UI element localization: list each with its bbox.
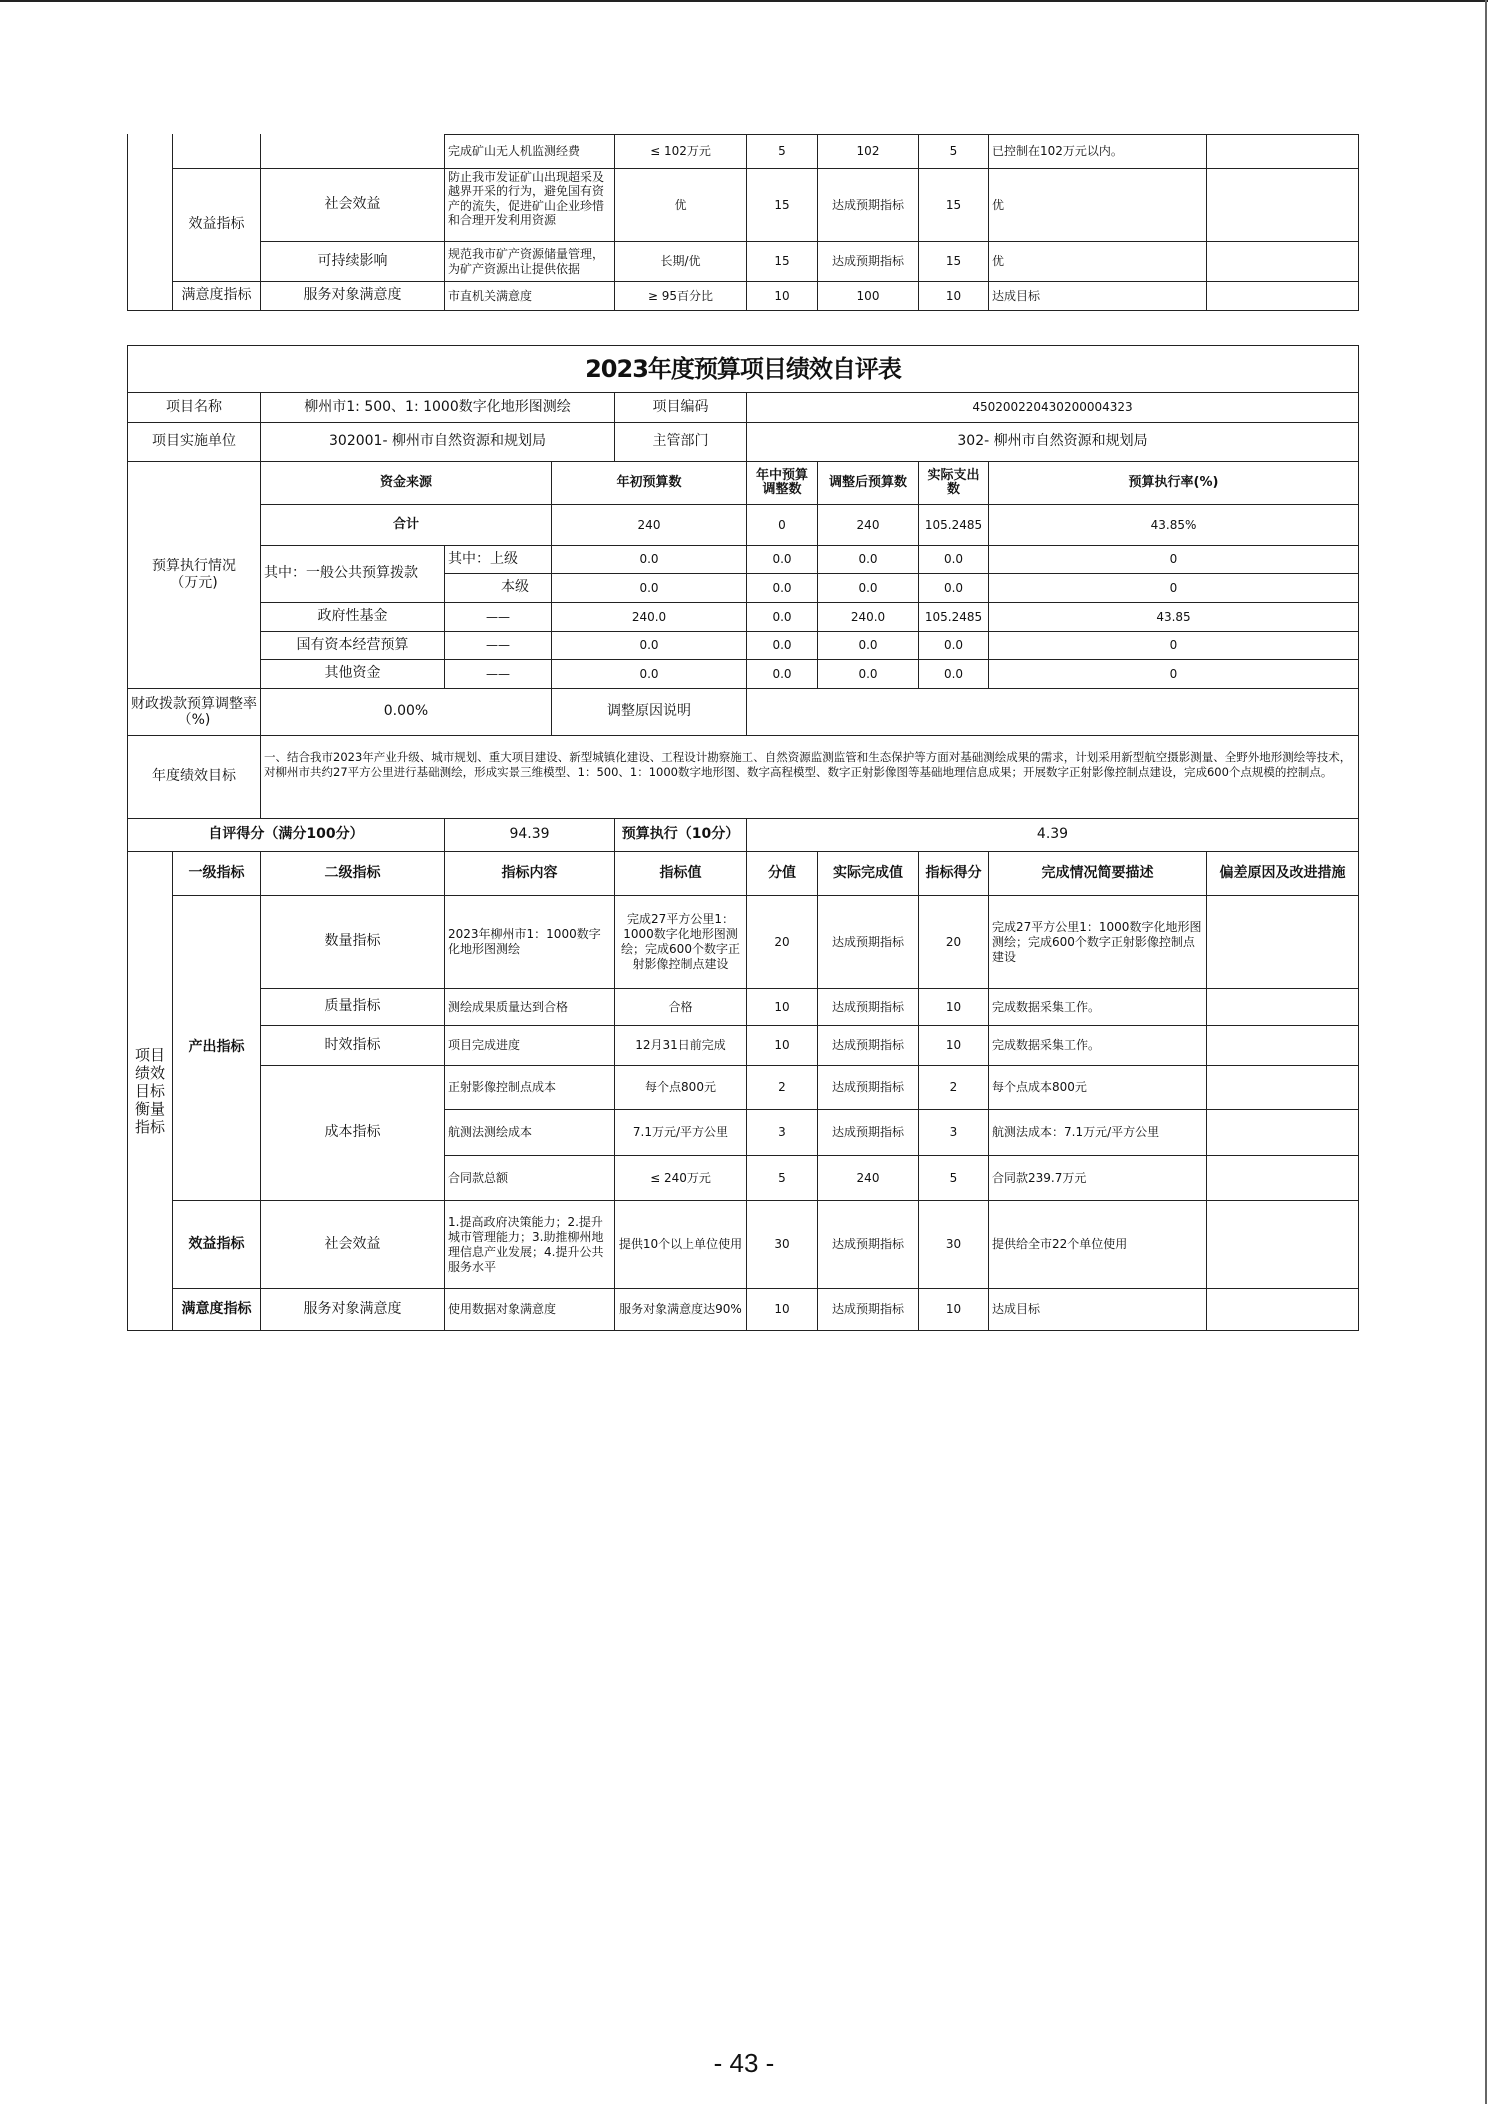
ind-content: 合同款总额 <box>444 1155 615 1201</box>
ind-desc: 完成数据采集工作。 <box>988 988 1207 1026</box>
ind-score: 30 <box>746 1200 818 1289</box>
budget-other-dash: —— <box>444 602 552 632</box>
budget-other-dash: —— <box>444 631 552 660</box>
ind-got: 5 <box>918 1155 989 1201</box>
ind-actual: 达成预期指标 <box>817 1025 919 1066</box>
impl-unit: 302001- 柳州市自然资源和规划局 <box>260 422 615 462</box>
ind-got: 3 <box>918 1109 989 1156</box>
budget-other-mid-adjust: 0.0 <box>746 631 818 660</box>
budget-exec-score: 4.39 <box>746 818 1359 852</box>
budget-row-label: 其中：上级 <box>444 545 552 574</box>
upper-l2-service: 服务对象满意度 <box>260 281 445 311</box>
form-title: 2023年度预算项目绩效自评表 <box>127 345 1359 393</box>
budget-other-rate: 0 <box>988 659 1359 689</box>
ind-target: ≤ 240万元 <box>614 1155 747 1201</box>
ind-header-l1: 一级指标 <box>172 851 261 896</box>
upper-l2-cell <box>260 134 445 169</box>
adjust-reason <box>746 688 1359 736</box>
annual-goal: 一、结合我市2023年产业升级、城市规划、重大项目建设、新型城镇化建设、工程设计勘察施工、自然资源监测监管和生态保护等方面对基础测绘成果的需求，计划采用新型航空摄影测量、全野外地形测绘等技术，对柳州市共约27平方公里进行基础测绘，形成实景三维模型、1：500、1：1000数字地形图、数字高程模型、数字正射影像图等基础地理信息成果；开展数字正射影像控制点建设，完成600个点规模的控制点。 <box>260 735 1359 819</box>
ind-reason <box>1206 988 1359 1026</box>
ind-desc: 完成数据采集工作。 <box>988 1025 1207 1066</box>
ind-quantity-label: 数量指标 <box>260 895 445 989</box>
adjust-rate-label: 财政拨款预算调整率（%) <box>127 688 261 736</box>
ind-content: 测绘成果质量达到合格 <box>444 988 615 1026</box>
budget-other-initial: 240.0 <box>551 602 747 632</box>
ind-target: 合格 <box>614 988 747 1026</box>
page-number: - 43 - <box>713 2048 775 2078</box>
dept: 302- 柳州市自然资源和规划局 <box>746 422 1359 462</box>
budget-total-initial: 240 <box>551 504 747 546</box>
budget-row-mid-adjust: 0.0 <box>746 545 818 574</box>
budget-row-rate: 0 <box>988 545 1359 574</box>
upper-actual: 达成预期指标 <box>817 168 919 242</box>
ind-got: 10 <box>918 1025 989 1066</box>
budget-row-rate: 0 <box>988 573 1359 603</box>
ind-target: 每个点800元 <box>614 1065 747 1110</box>
upper-got: 15 <box>918 241 989 282</box>
upper-reason <box>1206 241 1359 282</box>
ind-header-content: 指标内容 <box>444 851 615 896</box>
dept-label: 主管部门 <box>614 422 747 462</box>
budget-row-initial: 0.0 <box>551 545 747 574</box>
ind-actual: 达成预期指标 <box>817 1288 919 1331</box>
ind-desc: 航测法成本：7.1万元/平方公里 <box>988 1109 1207 1156</box>
budget-row-initial: 0.0 <box>551 573 747 603</box>
upper-score: 15 <box>746 168 818 242</box>
ind-target: 12月31日前完成 <box>614 1025 747 1066</box>
ind-content: 正射影像控制点成本 <box>444 1065 615 1110</box>
ind-actual: 达成预期指标 <box>817 1200 919 1289</box>
ind-reason <box>1206 1025 1359 1066</box>
self-score-label: 自评得分（满分100分） <box>127 818 445 852</box>
upper-side-cell <box>127 134 173 311</box>
ind-score: 20 <box>746 895 818 989</box>
budget-other-actual: 0.0 <box>918 659 989 689</box>
upper-l1-cell <box>172 134 261 169</box>
ind-reason <box>1206 1288 1359 1331</box>
budget-other-label: 国有资本经营预算 <box>260 631 445 660</box>
budget-other-dash: —— <box>444 659 552 689</box>
budget-other-adjusted: 0.0 <box>817 631 919 660</box>
budget-header-actual: 实际支出数 <box>918 461 989 505</box>
project-name: 柳州市1: 500、1: 1000数字化地形图测绘 <box>260 392 615 423</box>
ind-got: 10 <box>918 988 989 1026</box>
ind-header-actual: 实际完成值 <box>817 851 919 896</box>
ind-got: 2 <box>918 1065 989 1110</box>
project-name-label: 项目名称 <box>127 392 261 423</box>
ind-cost-label: 成本指标 <box>260 1065 445 1201</box>
budget-total-rate: 43.85% <box>988 504 1359 546</box>
upper-reason <box>1206 134 1359 169</box>
ind-score: 2 <box>746 1065 818 1110</box>
adjust-rate: 0.00% <box>260 688 552 736</box>
adjust-reason-label: 调整原因说明 <box>551 688 747 736</box>
ind-target: 提供10个以上单位使用 <box>614 1200 747 1289</box>
ind-header-target: 指标值 <box>614 851 747 896</box>
ind-desc: 完成27平方公里1：1000数字化地形图测绘；完成600个数字正射影像控制点建设 <box>988 895 1207 989</box>
budget-total-actual: 105.2485 <box>918 504 989 546</box>
ind-benefit-label: 效益指标 <box>172 1200 261 1289</box>
budget-header-adjusted: 调整后预算数 <box>817 461 919 505</box>
upper-desc: 达成目标 <box>988 281 1207 311</box>
upper-actual: 达成预期指标 <box>817 241 919 282</box>
upper-benefit-label: 效益指标 <box>172 168 261 282</box>
budget-other-actual: 105.2485 <box>918 602 989 632</box>
ind-output-label: 产出指标 <box>172 895 261 1201</box>
ind-content: 使用数据对象满意度 <box>444 1288 615 1331</box>
annual-goal-label: 年度绩效目标 <box>127 735 261 819</box>
budget-row-adjusted: 0.0 <box>817 545 919 574</box>
ind-desc: 提供给全市22个单位使用 <box>988 1200 1207 1289</box>
budget-row-label: 本级 <box>444 573 552 603</box>
upper-got: 15 <box>918 168 989 242</box>
budget-other-adjusted: 240.0 <box>817 602 919 632</box>
ind-actual: 达成预期指标 <box>817 1109 919 1156</box>
ind-header-score: 分值 <box>746 851 818 896</box>
budget-header-source: 资金来源 <box>260 461 552 505</box>
ind-reason <box>1206 1109 1359 1156</box>
ind-got: 30 <box>918 1200 989 1289</box>
budget-other-label: 其他资金 <box>260 659 445 689</box>
indicators-side-label-cell <box>127 851 173 1331</box>
budget-header-initial: 年初预算数 <box>551 461 747 505</box>
budget-other-initial: 0.0 <box>551 631 747 660</box>
upper-reason <box>1206 281 1359 311</box>
self-score: 94.39 <box>444 818 615 852</box>
upper-got: 10 <box>918 281 989 311</box>
upper-actual: 102 <box>817 134 919 169</box>
ind-target: 服务对象满意度达90% <box>614 1288 747 1331</box>
upper-content: 市直机关满意度 <box>444 281 615 311</box>
ind-content: 航测法测绘成本 <box>444 1109 615 1156</box>
upper-target: ≥ 95百分比 <box>614 281 747 311</box>
ind-score: 3 <box>746 1109 818 1156</box>
ind-score: 5 <box>746 1155 818 1201</box>
page-top-border <box>0 0 1488 2</box>
ind-content: 项目完成进度 <box>444 1025 615 1066</box>
ind-reason <box>1206 1065 1359 1110</box>
upper-target: 长期/优 <box>614 241 747 282</box>
upper-satisfaction-label: 满意度指标 <box>172 281 261 311</box>
budget-other-label: 政府性基金 <box>260 602 445 632</box>
indicators-side-label: 项目绩效目标衡量指标 <box>134 1046 165 1136</box>
upper-content: 完成矿山无人机监测经费 <box>444 134 615 169</box>
ind-target: 7.1万元/平方公里 <box>614 1109 747 1156</box>
upper-desc: 已控制在102万元以内。 <box>988 134 1207 169</box>
ind-desc: 合同款239.7万元 <box>988 1155 1207 1201</box>
ind-got: 10 <box>918 1288 989 1331</box>
ind-score: 10 <box>746 1025 818 1066</box>
ind-header-desc: 完成情况简要描述 <box>988 851 1207 896</box>
budget-header-rate: 预算执行率(%) <box>988 461 1359 505</box>
ind-service-label: 服务对象满意度 <box>260 1288 445 1331</box>
ind-reason <box>1206 1200 1359 1289</box>
project-code: 450200220430200004323 <box>746 392 1359 423</box>
budget-other-actual: 0.0 <box>918 631 989 660</box>
budget-total-adjusted: 240 <box>817 504 919 546</box>
upper-content: 规范我市矿产资源储量管理，为矿产资源出让提供依据 <box>444 241 615 282</box>
ind-desc: 每个点成本800元 <box>988 1065 1207 1110</box>
ind-actual: 达成预期指标 <box>817 988 919 1026</box>
budget-other-adjusted: 0.0 <box>817 659 919 689</box>
upper-score: 5 <box>746 134 818 169</box>
budget-row-mid-adjust: 0.0 <box>746 573 818 603</box>
upper-target: ≤ 102万元 <box>614 134 747 169</box>
upper-got: 5 <box>918 134 989 169</box>
project-code-label: 项目编码 <box>614 392 747 423</box>
ind-score: 10 <box>746 988 818 1026</box>
ind-reason <box>1206 1155 1359 1201</box>
impl-unit-label: 项目实施单位 <box>127 422 261 462</box>
upper-desc: 优 <box>988 241 1207 282</box>
ind-header-l2: 二级指标 <box>260 851 445 896</box>
upper-target: 优 <box>614 168 747 242</box>
budget-header-mid-adjust: 年中预算调整数 <box>746 461 818 505</box>
upper-l2-sustain: 可持续影响 <box>260 241 445 282</box>
upper-actual: 100 <box>817 281 919 311</box>
page-right-border <box>1485 0 1487 2104</box>
budget-other-mid-adjust: 0.0 <box>746 659 818 689</box>
ind-actual: 达成预期指标 <box>817 1065 919 1110</box>
ind-content: 1.提高政府决策能力；2.提升城市管理能力；3.助推柳州地理信息产业发展；4.提升公共服务水平 <box>444 1200 615 1289</box>
ind-satisfaction-label: 满意度指标 <box>172 1288 261 1331</box>
budget-exec-label: 预算执行（10分） <box>614 818 747 852</box>
budget-section-label: 预算执行情况（万元) <box>127 461 261 689</box>
ind-reason <box>1206 895 1359 989</box>
ind-score: 10 <box>746 1288 818 1331</box>
budget-total-mid-adjust: 0 <box>746 504 818 546</box>
upper-l2-social: 社会效益 <box>260 168 445 242</box>
upper-reason <box>1206 168 1359 242</box>
ind-content: 2023年柳州市1：1000数字化地形图测绘 <box>444 895 615 989</box>
upper-desc: 优 <box>988 168 1207 242</box>
ind-actual: 240 <box>817 1155 919 1201</box>
budget-other-mid-adjust: 0.0 <box>746 602 818 632</box>
budget-other-rate: 43.85 <box>988 602 1359 632</box>
upper-content: 防止我市发证矿山出现超采及越界开采的行为，避免国有资产的流失，促进矿山企业珍惜和合理开发利用资源 <box>444 168 615 242</box>
budget-row-actual: 0.0 <box>918 573 989 603</box>
budget-other-rate: 0 <box>988 631 1359 660</box>
ind-actual: 达成预期指标 <box>817 895 919 989</box>
ind-social-label: 社会效益 <box>260 1200 445 1289</box>
ind-header-got: 指标得分 <box>918 851 989 896</box>
budget-row-adjusted: 0.0 <box>817 573 919 603</box>
upper-score: 10 <box>746 281 818 311</box>
ind-got: 20 <box>918 895 989 989</box>
budget-general-label: 其中：一般公共预算拨款 <box>260 545 445 603</box>
ind-desc: 达成目标 <box>988 1288 1207 1331</box>
ind-target: 完成27平方公里1：1000数字化地形图测绘；完成600个数字正射影像控制点建设 <box>614 895 747 989</box>
budget-row-actual: 0.0 <box>918 545 989 574</box>
upper-score: 15 <box>746 241 818 282</box>
ind-header-reason: 偏差原因及改进措施 <box>1206 851 1359 896</box>
ind-timeliness-label: 时效指标 <box>260 1025 445 1066</box>
ind-quality-label: 质量指标 <box>260 988 445 1026</box>
budget-other-initial: 0.0 <box>551 659 747 689</box>
budget-total-label: 合计 <box>260 504 552 546</box>
